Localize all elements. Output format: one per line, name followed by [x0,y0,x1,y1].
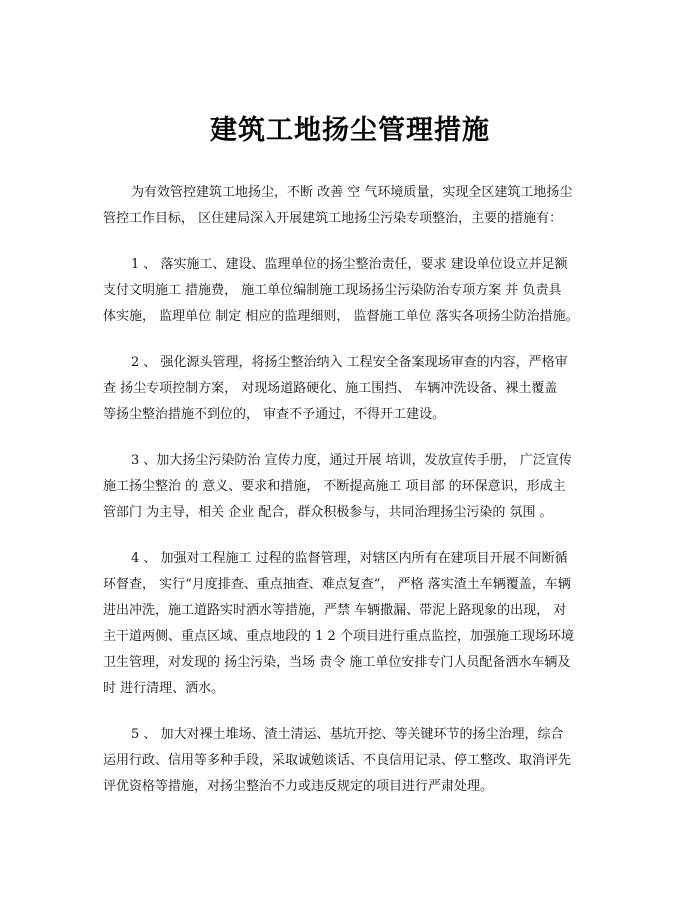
text-line: 进出冲洗，施工道路实时洒水等措施，严禁 车辆撒漏、带泥上路现象的出现， 对 [103,603,567,618]
text-line: 运用行政、信用等多种手段，采取诚勉谈话、不良信用记录、停工整改、取消评先 [103,753,572,768]
text-line: 3 、加大扬尘污染防治 宣传力度，通过开展 培训，发放宣传手册， 广泛宣传 [131,453,572,468]
text-line: 环督查， 实行“月度排查、重点抽查、难点复查”， 严格 落实渣土车辆覆盖，车辆 [103,577,571,592]
text-line: 体实施， 监理单位 制定 相应的监理细则， 监督施工单位 落实各项扬尘防治措施。 [103,309,579,324]
text-line: 主干道两侧、重点区域、重点地段的 1 2 个项目进行重点监控，加强施工现场环境 [103,629,574,644]
document-title: 建筑工地扬尘管理措施 [210,115,490,146]
paragraph-measure-4 [103,546,613,702]
paragraph-intro [103,180,613,232]
paragraph-measure-3 [103,448,613,526]
paragraph-measure-1 [103,252,613,330]
text-line: 查 扬尘专项控制方案， 对现场道路硬化、施工围挡、 车辆冲洗设备、裸土覆盖 [103,381,558,396]
text-line: 5 、 加大对裸土堆场、渣土清运、基坑开挖、等关键环节的扬尘治理，综合 [131,727,564,742]
paragraph-measure-5 [103,722,613,800]
text-line: 等扬尘整治措施不到位的， 审查不予通过，不得开工建设。 [103,407,446,422]
text-line: 施工扬尘整治 的 意义、要求和措施， 不断提高施工 项目部 的环保意识，形成主 [103,479,566,494]
text-line: 支付文明施工 措施费， 施工单位编制施工现场扬尘污染防治专项方案 并 负责具 [103,283,562,298]
document-body [103,180,613,820]
paragraph-measure-2 [103,350,613,428]
text-line: 管控工作目标， 区住建局深入开展建筑工地扬尘污染专项整治，主要的措施有： [103,211,563,226]
text-line: 管部门 为主导，相关 企业 配合，群众积极参与，共同治理扬尘污染的 氛围 。 [103,505,553,520]
text-line: 2 、 强化源头管理，将扬尘整治纳入 工程安全备案现场审查的内容，严格审 [131,355,568,370]
text-line: 卫生管理，对发现的 扬尘污染，当场 责令 施工单位安排专门人员配备洒水车辆及 [103,655,571,670]
text-line: 4 、 加强对工程施工 过程的监督管理，对辖区内所有在建项目开展不间断循 [131,551,568,566]
text-line: 为有效管控建筑工地扬尘，不断 改善 空 气环境质量，实现全区建筑工地扬尘 [131,185,573,200]
text-line: 时 进行清理、洒水。 [103,681,225,696]
text-line: 1 、 落实施工、建设、监理单位的扬尘整治责任，要求 建设单位设立并足额 [131,257,568,272]
text-line: 评优资格等措施，对扬尘整治不力或违反规定的项目进行严肃处理。 [103,779,494,794]
